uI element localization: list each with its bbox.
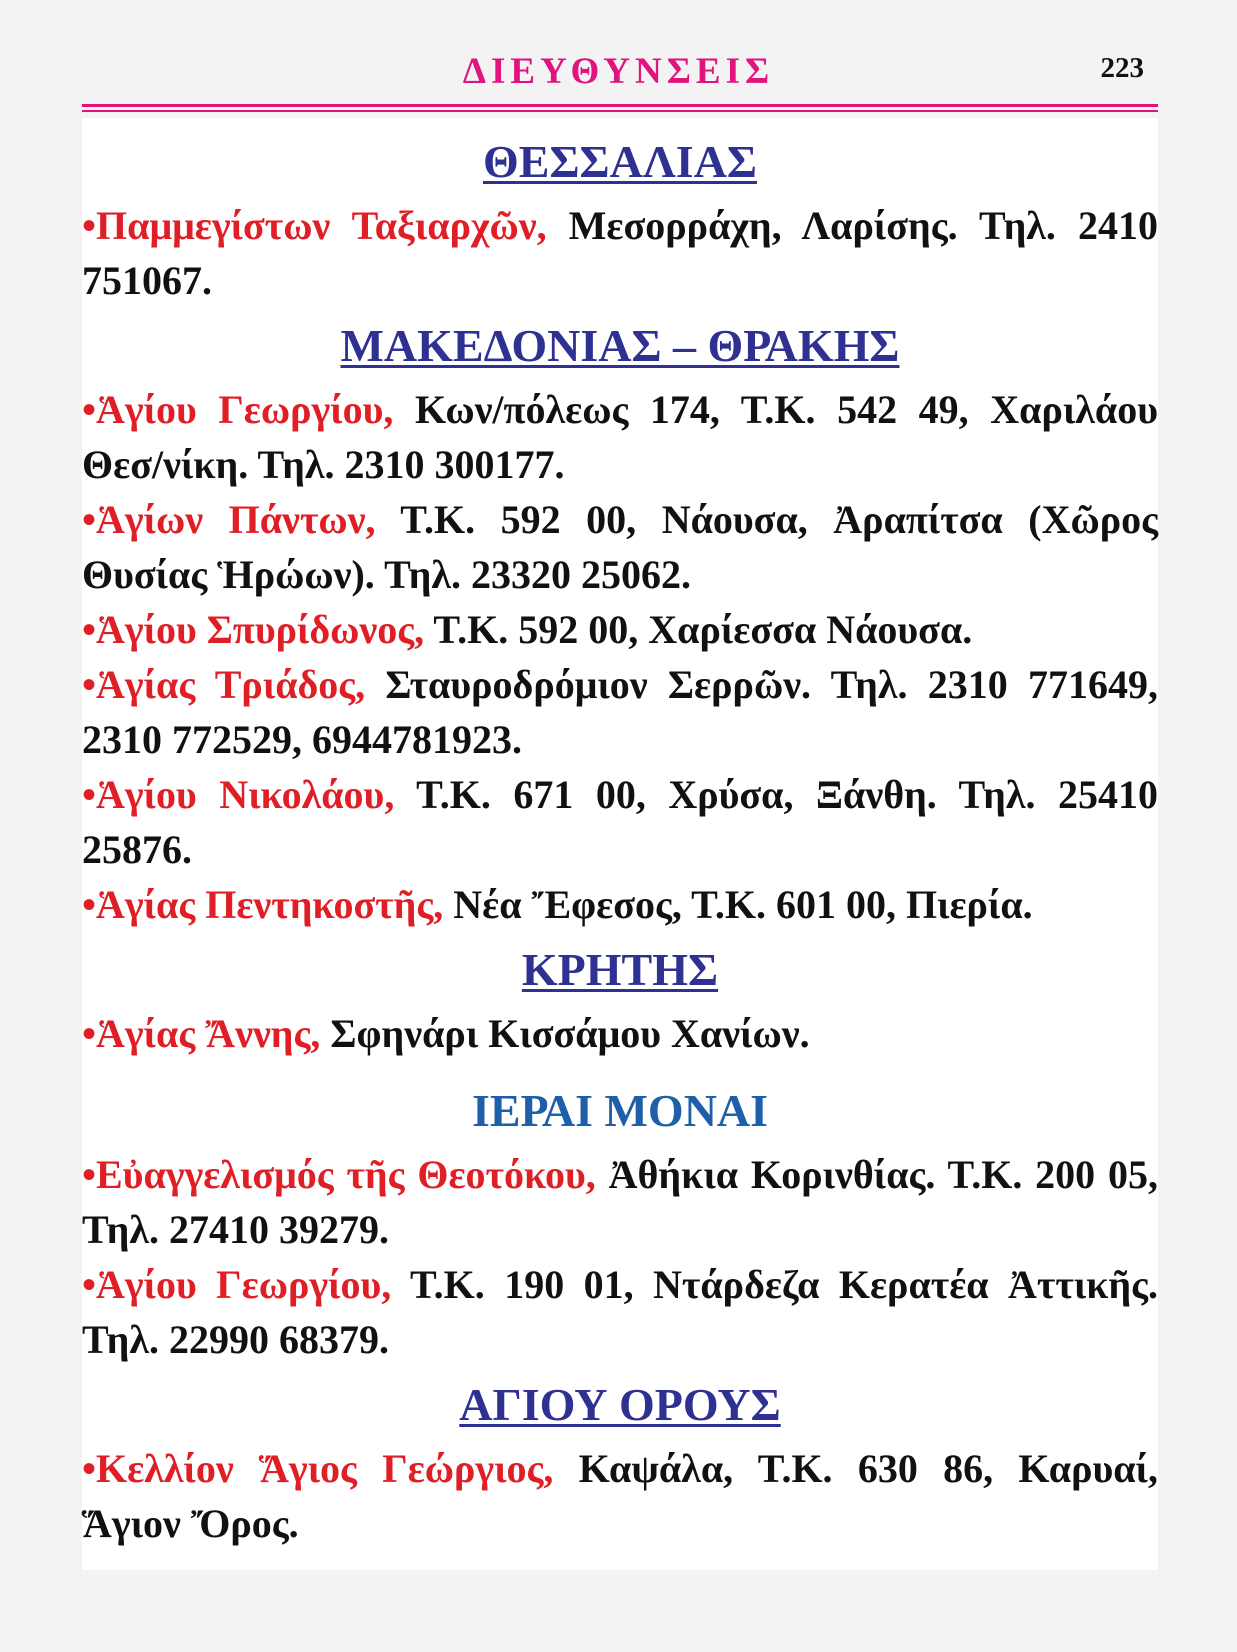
church-name: •Ἁγίου Νικολάου, (82, 772, 395, 817)
address-text: Τ.Κ. 190 01, Ντάρδεζα Κερατέα Ἀττικῆς. Τηλ. 22990 68379. (82, 1262, 1159, 1362)
address-entry (82, 767, 1158, 877)
address-text: Νέα Ἔφεσος, Τ.Κ. 601 00, Πιερία. (443, 882, 1033, 927)
section-heading (82, 940, 1158, 1000)
address-entry (82, 382, 1158, 492)
address-text: Μεσορράχη, Λαρίσης. Τηλ. 2410 751067. (82, 203, 1159, 303)
church-name: •Ἁγίας Ἄννης, (82, 1011, 321, 1056)
address-text: Σφηνάρι Κισσάμου Χανίων. (320, 1011, 810, 1056)
cell-name: •Κελλίον Ἅγιος Γεώργιος, (82, 1446, 554, 1491)
address-text: Κων/πόλεως 174, Τ.Κ. 542 49, Χαριλάου Θεσ/νίκη. Τηλ. 2310 300177. (82, 387, 1159, 487)
header-rule (82, 110, 1158, 112)
address-text: Ἀθήκια Κορινθίας. Τ.Κ. 200 05, Τηλ. 27410 39279. (82, 1152, 1158, 1252)
address-entry (82, 1006, 1158, 1061)
monastery-name: •Εὐαγγελισμός τῆς Θεοτόκου, (82, 1152, 596, 1197)
address-entry (82, 198, 1158, 308)
address-entry (82, 492, 1158, 602)
address-entry (82, 602, 1158, 657)
address-entry (82, 1257, 1158, 1367)
section-heading-text: ΜΑΚΕΔΟΝΙΑΣ – ΘΡΑΚΗΣ (340, 320, 900, 371)
section-heading-text: ΑΓΙΟΥ ΟΡΟΥΣ (459, 1379, 781, 1430)
address-text: Τ.Κ. 671 00, Χρύσα, Ξάνθη. Τηλ. 25410 25876. (82, 772, 1159, 872)
address-text: Σταυροδρόμιον Σερρῶν. Τηλ. 2310 771649, 2310 772529, 6944781923. (82, 662, 1158, 762)
church-name: •Ἁγίας Πεντηκοστῆς, (82, 882, 444, 927)
address-entry (82, 877, 1158, 932)
spacer (82, 1061, 1158, 1073)
church-name: •Παμμεγίστων Ταξιαρχῶν, (82, 203, 547, 248)
address-entry (82, 1441, 1158, 1551)
church-name: •Ἁγίου Σπυρίδωνος, (82, 607, 425, 652)
section-heading (82, 1375, 1158, 1435)
section-heading (82, 132, 1158, 192)
church-name: •Ἁγίας Τριάδος, (82, 662, 366, 707)
address-text: Τ.Κ. 592 00, Χαρίεσσα Νάουσα. (424, 607, 973, 652)
section-heading (82, 1081, 1158, 1141)
address-entry (82, 657, 1158, 767)
church-name: •Ἁγίων Πάντων, (82, 497, 376, 542)
section-heading-text: ΚΡΗΤΗΣ (521, 944, 719, 995)
page-number: 223 (1100, 52, 1144, 84)
address-text: Καψάλα, Τ.Κ. 630 86, Καρυαί, Ἅγιον Ὄρος. (82, 1446, 1158, 1546)
church-name: •Ἁγίου Γεωργίου, (82, 387, 394, 432)
address-text: Τ.Κ. 592 00, Νάουσα, Ἀραπίτσα (Χῶρος Θυσίας Ἡρώων). Τηλ. 23320 25062. (82, 497, 1158, 597)
address-entry (82, 1147, 1158, 1257)
address-list (82, 124, 1158, 1551)
section-heading-text: ΙΕΡΑΙ ΜΟΝΑΙ (471, 1085, 769, 1136)
monastery-name: •Ἁγίου Γεωργίου, (82, 1262, 392, 1307)
section-heading-text: ΘΕΣΣΑΛΙΑΣ (482, 136, 757, 187)
section-heading (82, 316, 1158, 376)
header-rule (82, 104, 1158, 107)
running-title: ΔΙΕΥΘΥΝΣΕΙΣ (462, 51, 775, 92)
